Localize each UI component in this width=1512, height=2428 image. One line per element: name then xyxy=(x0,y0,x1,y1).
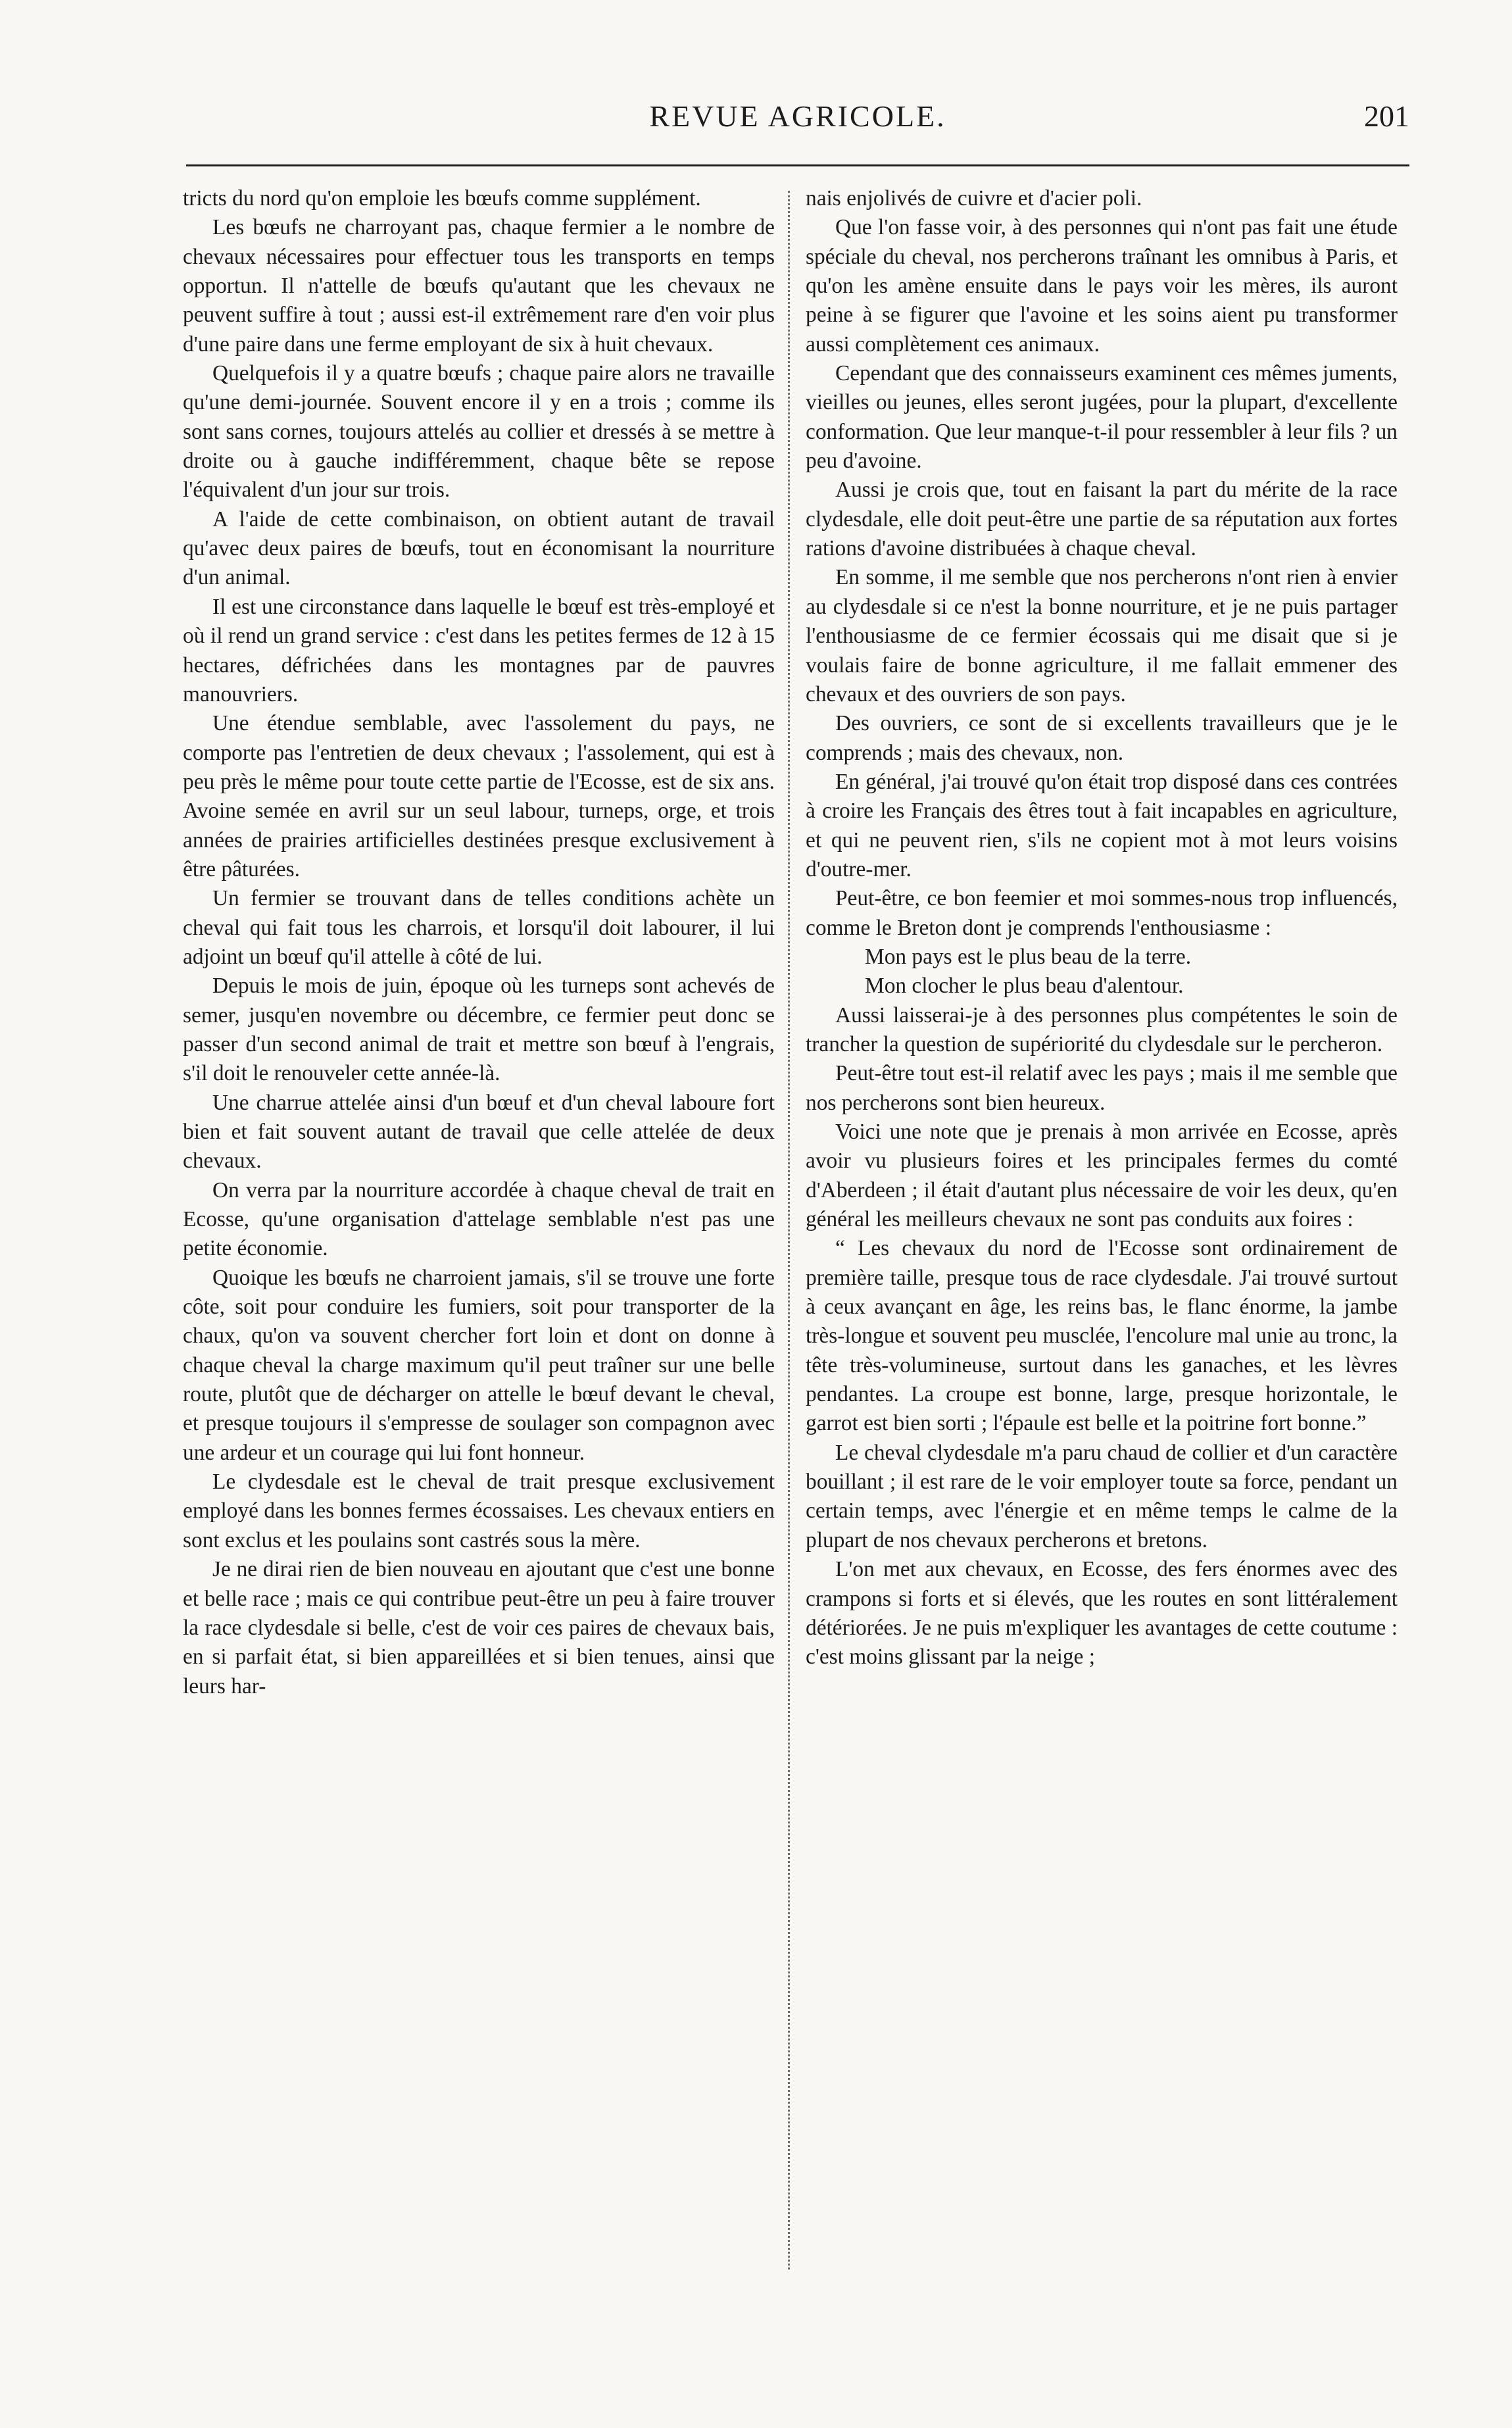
paragraph: Des ouvriers, ce sont de si excellents travailleurs que je le comprends ; mais des chevaux, non. xyxy=(806,711,1398,765)
column-divider xyxy=(788,191,790,2269)
paragraph: Le cheval clydesdale m'a paru chaud de collier et d'un caractère bouillant ; il est rare de le voir employer toute sa force, pendant un certain temps, avec l'énergie et en même temps le calme de la plupart de nos chevaux percherons et bretons. xyxy=(806,1440,1398,1552)
paragraph: En somme, il me semble que nos percherons n'ont rien à envier au clydesdale si ce n'est la bonne nourriture, et je ne puis partager l'enthousiasme de ce fermier écossais qui me disait que si je voulais faire de bonne agriculture, il me fallait emmener des chevaux et des ouvriers de son pays. xyxy=(806,565,1398,706)
running-title: REVUE AGRICOLE. xyxy=(649,99,946,133)
paragraph: Je ne dirai rien de bien nouveau en ajoutant que c'est une bonne et belle race ; mais ce qui contribue peut-être un peu à faire trouver la race clydesdale si belle, c'est de voir ces paires de chevaux bais, en si parfait état, si bien appareillées et si bien tenues, ainsi que leurs har- xyxy=(183,1557,775,1698)
paragraph: Cependant que des connaisseurs examinent ces mêmes juments, vieilles ou jeunes, elles seront jugées, pour la plupart, d'excellente conformation. Que leur manque-t-il pour ressembler à leur fils ? un peu d'avoine. xyxy=(806,361,1398,474)
paragraph: En général, j'ai trouvé qu'on était trop disposé dans ces contrées à croire les Français des êtres tout à fait incapables en agriculture, et qui ne peuvent rien, s'ils ne copient mot à mot leurs voisins d'outre-mer. xyxy=(806,769,1398,881)
paragraph: Peut-être, ce bon feemier et moi sommes-nous trop influencés, comme le Breton dont je comprends l'enthousiasme : xyxy=(806,886,1398,940)
paragraph: Que l'on fasse voir, à des personnes qui n'ont pas fait une étude spéciale du cheval, nos percherons traînant les omnibus à Paris, et qu'on les amène ensuite dans le pays voir les mères, ils auront peine à se figurer que l'avoine et les soins aient pu transformer aussi complètement ces animaux. xyxy=(806,215,1398,357)
paragraph: Depuis le mois de juin, époque où les turneps sont achevés de semer, jusqu'en novembre ou décembre, ce fermier peut donc se passer d'un second animal de trait et mettre son bœuf à l'engrais, s'il doit le renouveler cette année-là. xyxy=(183,974,775,1086)
paragraph: L'on met aux chevaux, en Ecosse, des fers énormes avec des crampons si forts et si élevés, que les routes en sont littéralement détériorées. Je ne puis m'expliquer les avantages de cette coutume : c'est moins glissant par la neige ; xyxy=(806,1557,1398,1670)
paragraph: Aussi laisserai-je à des personnes plus compétentes le soin de trancher la question de supériorité du clydesdale sur le percheron. xyxy=(806,1003,1398,1056)
quotation-paragraph: “ Les chevaux du nord de l'Ecosse sont ordinairement de première taille, presque tous de race clydesdale. J'ai trouvé surtout à ceux avançant en âge, les reins bas, le flanc énorme, la jambe très-longue et souvent peu musclée, l'encolure mal unie au tronc, la tête très-volumineuse, surtout dans les ganaches, et les lèvres pendantes. La croupe est bonne, large, presque horizontale, le garrot est bien sorti ; l'épaule est belle et la poitrine fort bonne.” xyxy=(806,1236,1398,1436)
paragraph: Un fermier se trouvant dans de telles conditions achète un cheval qui fait tous les charrois, et lorsqu'il doit labourer, il lui adjoint un bœuf qu'il attelle à côté de lui. xyxy=(183,886,775,969)
paragraph: Le clydesdale est le cheval de trait presque exclusivement employé dans les bonnes fermes écossaises. Les chevaux entiers en sont exclus et les poulains sont castrés sous la mère. xyxy=(183,1470,775,1552)
page-header xyxy=(186,99,1409,151)
page-number: 201 xyxy=(1364,99,1409,133)
left-column xyxy=(183,184,775,2231)
verse-line: Mon clocher le plus beau d'alentour. xyxy=(865,974,1184,999)
right-column xyxy=(806,184,1398,2231)
paragraph: nais enjolivés de cuivre et d'acier poli. xyxy=(806,186,1142,211)
paragraph: Une étendue semblable, avec l'assolement du pays, ne comporte pas l'entretien de deux chevaux ; l'assolement, qui est à peu près le même pour toute cette partie de l'Ecosse, est de six ans. Avoine semée en avril sur un seul labour, turneps, orge, et trois années de prairies artificielles destinées presque exclusivement à être pâturées. xyxy=(183,711,775,881)
paragraph: Aussi je crois que, tout en faisant la part du mérite de la race clydesdale, elle doit peut-être une partie de sa réputation aux fortes rations d'avoine distribuées à chaque cheval. xyxy=(806,478,1398,561)
paragraph: Il est une circonstance dans laquelle le bœuf est très-employé et où il rend un grand service : c'est dans les petites fermes de 12 à 15 hectares, défrichées dans les montagnes par de pauvres manouvriers. xyxy=(183,594,775,706)
header-rule xyxy=(186,164,1409,166)
paragraph: Quelquefois il y a quatre bœufs ; chaque paire alors ne travaille qu'une demi-journée. Souvent encore il y en a trois ; comme ils sont sans cornes, toujours attelés au collier et dressés à se mettre à droite ou à gauche indifféremment, chaque bête se repose l'équivalent d'un jour sur trois. xyxy=(183,361,775,503)
paragraph: A l'aide de cette combinaison, on obtient autant de travail qu'avec deux paires de bœufs, tout en économisant la nourriture d'un animal. xyxy=(183,507,775,590)
paragraph: Une charrue attelée ainsi d'un bœuf et d'un cheval laboure fort bien et fait souvent autant de travail que celle attelée de deux chevaux. xyxy=(183,1090,775,1174)
paragraph: Peut-être tout est-il relatif avec les pays ; mais il me semble que nos percherons sont bien heureux. xyxy=(806,1061,1398,1115)
verse-line: Mon pays est le plus beau de la terre. xyxy=(865,944,1192,969)
paragraph: tricts du nord qu'on emploie les bœufs comme supplément. xyxy=(183,186,701,211)
paragraph: On verra par la nourriture accordée à chaque cheval de trait en Ecosse, qu'une organisation d'attelage semblable n'est pas une petite économie. xyxy=(183,1177,775,1261)
paragraph: Les bœufs ne charroyant pas, chaque fermier a le nombre de chevaux nécessaires pour effectuer tous les transports en temps opportun. Il n'attelle de bœufs qu'autant que les chevaux ne peuvent suffire à tout ; aussi est-il extrêmement rare d'en voir plus d'une paire dans une ferme employant de six à huit chevaux. xyxy=(183,215,775,357)
paragraph: Quoique les bœufs ne charroient jamais, s'il se trouve une forte côte, soit pour conduire les fumiers, soit pour transporter de la chaux, qu'on va souvent chercher fort loin et dont on donne à chaque cheval la charge maximum qu'il peut traîner sur une belle route, plutôt que de décharger on attelle le bœuf devant le cheval, et presque toujours il s'empresse de soulager son compagnon avec une ardeur et un courage qui lui font honneur. xyxy=(183,1265,775,1465)
paragraph: Voici une note que je prenais à mon arrivée en Ecosse, après avoir vu plusieurs foires et les principales fermes du comté d'Aberdeen ; il était d'autant plus nécessaire de voir les deux, qu'en général les meilleurs chevaux ne sont pas conduits aux foires : xyxy=(806,1120,1398,1232)
